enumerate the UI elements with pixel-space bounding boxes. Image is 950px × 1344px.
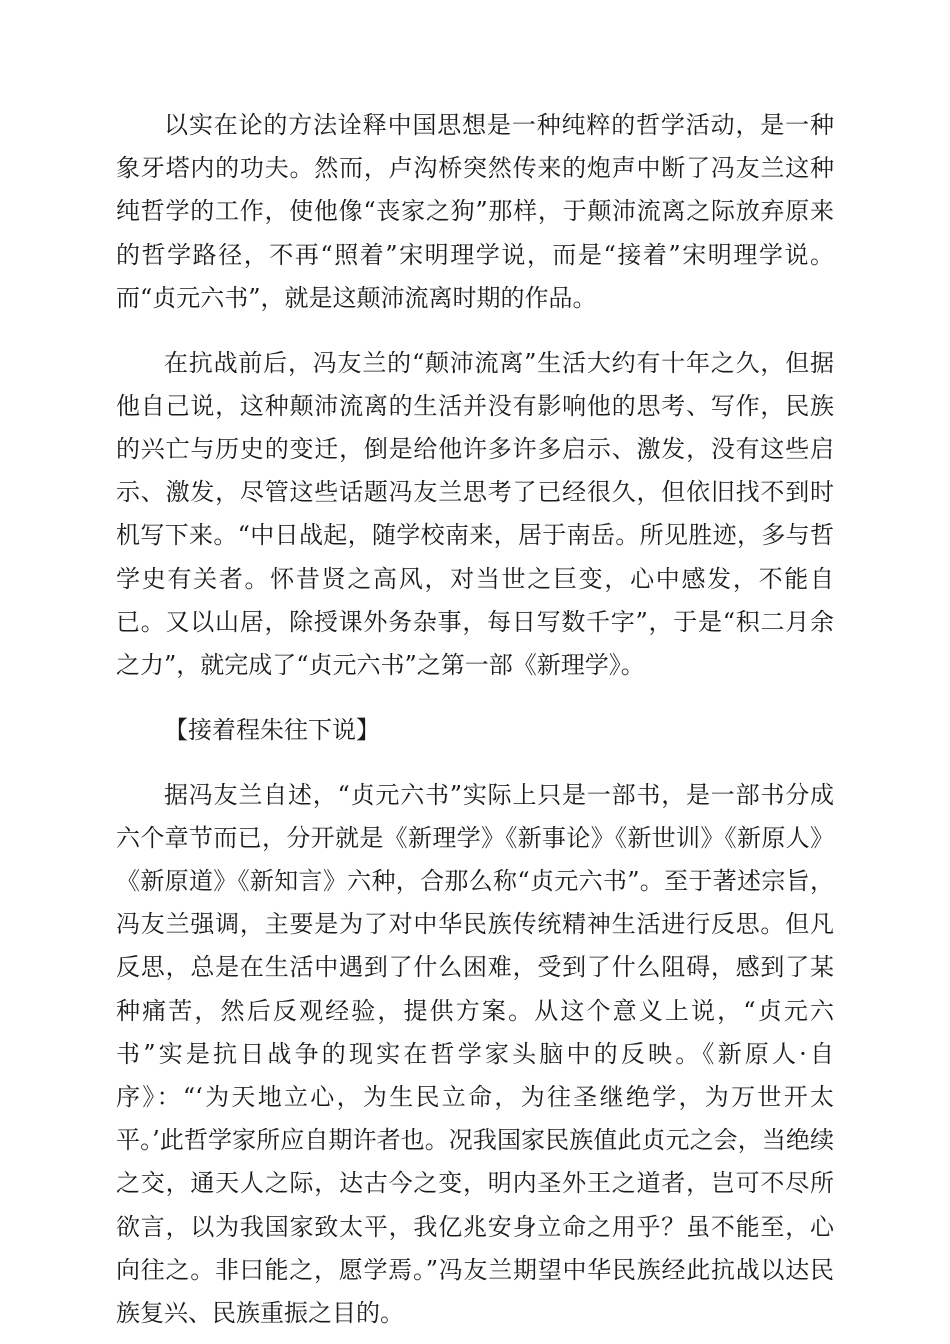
paragraph-1: 以实在论的方法诠释中国思想是一种纯粹的哲学活动，是一种象牙塔内的功夫。然而，卢沟桥突然传来的炮声中断了冯友兰这种纯哲学的工作，使他像“丧家之狗”那样，于颠沛流离之际放弃原来的哲学路径，不再“照着”宋明理学说，而是“接着”宋明理学说。而“贞元六书”，就是这颠沛流离时期的作品。 [116,111,834,312]
document-page [116,104,834,1335]
section-heading: 【接着程朱往下说】 [164,715,380,744]
paragraph-gap [116,320,834,342]
paragraph-2: 在抗战前后，冯友兰的“颠沛流离”生活大约有十年之久，但据他自己说，这种颠沛流离的生活并没有影响他的思考、写作，民族的兴亡与历史的变迁，倒是给他许多许多启示、激发，没有这些启示、激发，尽管这些话题冯友兰思考了已经很久，但依旧找不到时机写下来。“中日战起，随学校南来，居于南岳。所见胜迹，多与哲学史有关者。怀昔贤之高风，对当世之巨变，心中感发，不能自已。又以山居，除授课外务杂事，每日写数千字”，于是“积二月余之力”，就完成了“贞元六书”之第一部《新理学》。 [116,348,834,680]
paragraph-gap [116,752,834,774]
paragraph-gap [116,687,834,709]
paragraph-3: 据冯友兰自述，“贞元六书”实际上只是一部书，是一部书分成六个章节而已，分开就是《新理学》《新事论》《新世训》《新原人》《新原道》《新知言》六种，合那么称“贞元六书”。至于著述宗旨，冯友兰强调，主要是为了对中华民族传统精神生活进行反思。但凡反思，总是在生活中遇到了什么困难，受到了什么阻碍，感到了某种痛苦，然后反观经验，提供方案。从这个意义上说，“贞元六书”实是抗日战争的现实在哲学家头脑中的反映。《新原人·自序》：“‘为天地立心，为生民立命，为往圣继绝学，为万世开太平。’此哲学家所应自期许者也。况我国家民族值此贞元之会，当绝续之交，通天人之际，达古今之变，明内圣外王之道者，岂可不尽所欲言，以为我国家致太平，我亿兆安身立命之用乎？虽不能至，心向往之。非曰能之，愿学焉。”冯友兰期望中华民族经此抗战以达民族复兴、民族重振之目的。 [116,780,834,1328]
